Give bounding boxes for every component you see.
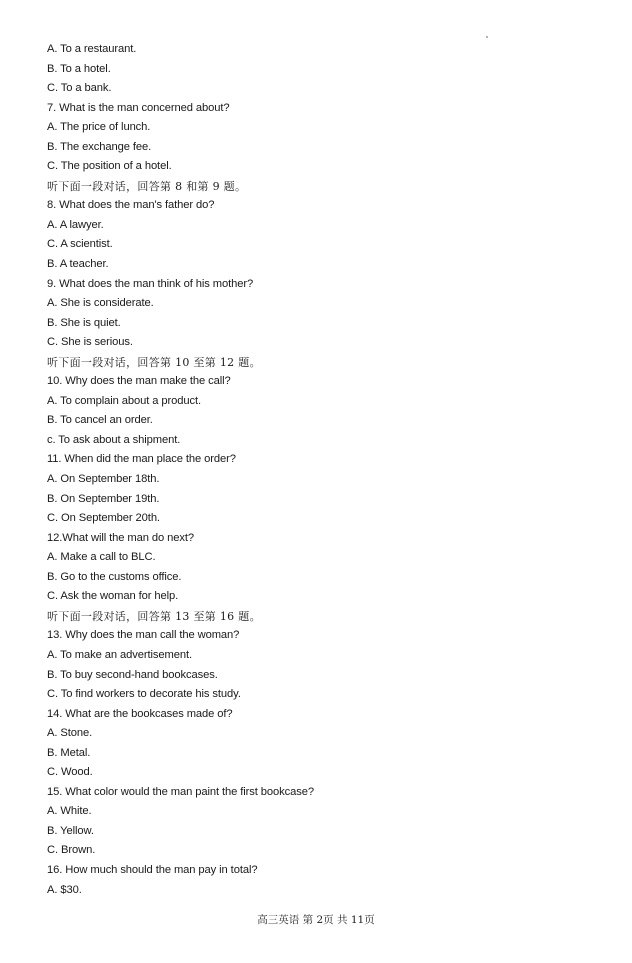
section-instruction: 听下面一段对话，回答第 10 至第 12 题。 bbox=[47, 355, 261, 369]
text-line: C. Brown. bbox=[47, 844, 96, 857]
text-line: 11. When did the man place the order? bbox=[47, 453, 236, 466]
text-line: A. On September 18th. bbox=[47, 473, 160, 486]
text-line: A. Stone. bbox=[47, 727, 93, 740]
text-line: C. To a bank. bbox=[47, 82, 112, 95]
text-line: C. To find workers to decorate his study. bbox=[47, 688, 241, 701]
text-line: C. On September 20th. bbox=[47, 512, 160, 525]
text-line: C. Ask the woman for help. bbox=[47, 590, 179, 603]
text-line: B. To buy second-hand bookcases. bbox=[47, 668, 218, 681]
text-line: 13. Why does the man call the woman? bbox=[47, 629, 240, 642]
text-line: B. The exchange fee. bbox=[47, 140, 152, 153]
text-line: C. The position of a hotel. bbox=[47, 160, 172, 173]
text-line: B. Yellow. bbox=[47, 824, 94, 837]
text-line: 12.What will the man do next? bbox=[47, 531, 194, 544]
question-text-block bbox=[47, 40, 607, 900]
text-line: B. Metal. bbox=[47, 746, 91, 759]
text-line: B. A teacher. bbox=[47, 258, 109, 271]
text-line: C. Wood. bbox=[47, 766, 93, 779]
text-line: 16. How much should the man pay in total? bbox=[47, 863, 258, 876]
text-line: A. $30. bbox=[47, 883, 82, 896]
text-line: 7. What is the man concerned about? bbox=[47, 101, 230, 114]
text-line: A. The price of lunch. bbox=[47, 121, 151, 134]
text-line: B. She is quiet. bbox=[47, 316, 121, 329]
text-line: A. To make an advertisement. bbox=[47, 648, 192, 661]
text-line: 8. What does the man's father do? bbox=[47, 199, 215, 212]
text-line: A. Make a call to BLC. bbox=[47, 551, 156, 564]
text-line: A. To a restaurant. bbox=[47, 43, 137, 55]
section-instruction: 听下面一段对话，回答第 8 和第 9 题。 bbox=[47, 179, 247, 193]
text-line: A. She is considerate. bbox=[47, 297, 154, 310]
text-line: 10. Why does the man make the call? bbox=[47, 375, 231, 388]
text-line: A. To complain about a product. bbox=[47, 394, 202, 407]
text-line: B. To a hotel. bbox=[47, 62, 111, 75]
scan-speck bbox=[486, 36, 488, 38]
text-line: 15. What color would the man paint the first bookcase? bbox=[47, 785, 314, 798]
text-line: C. She is serious. bbox=[47, 336, 133, 349]
text-line: A. A lawyer. bbox=[47, 218, 104, 231]
text-line: 14. What are the bookcases made of? bbox=[47, 707, 233, 720]
text-line: c. To ask about a shipment. bbox=[47, 433, 181, 446]
text-line: B. On September 19th. bbox=[47, 492, 160, 505]
text-line: C. A scientist. bbox=[47, 238, 113, 251]
text-line: A. White. bbox=[47, 805, 92, 818]
section-instruction: 听下面一段对话，回答第 13 至第 16 题。 bbox=[47, 609, 261, 623]
page-footer: 高三英语 第 2页 共 11页 bbox=[257, 914, 375, 926]
text-line: B. To cancel an order. bbox=[47, 414, 153, 427]
text-line: B. Go to the customs office. bbox=[47, 570, 182, 583]
text-line: 9. What does the man think of his mother? bbox=[47, 277, 254, 290]
